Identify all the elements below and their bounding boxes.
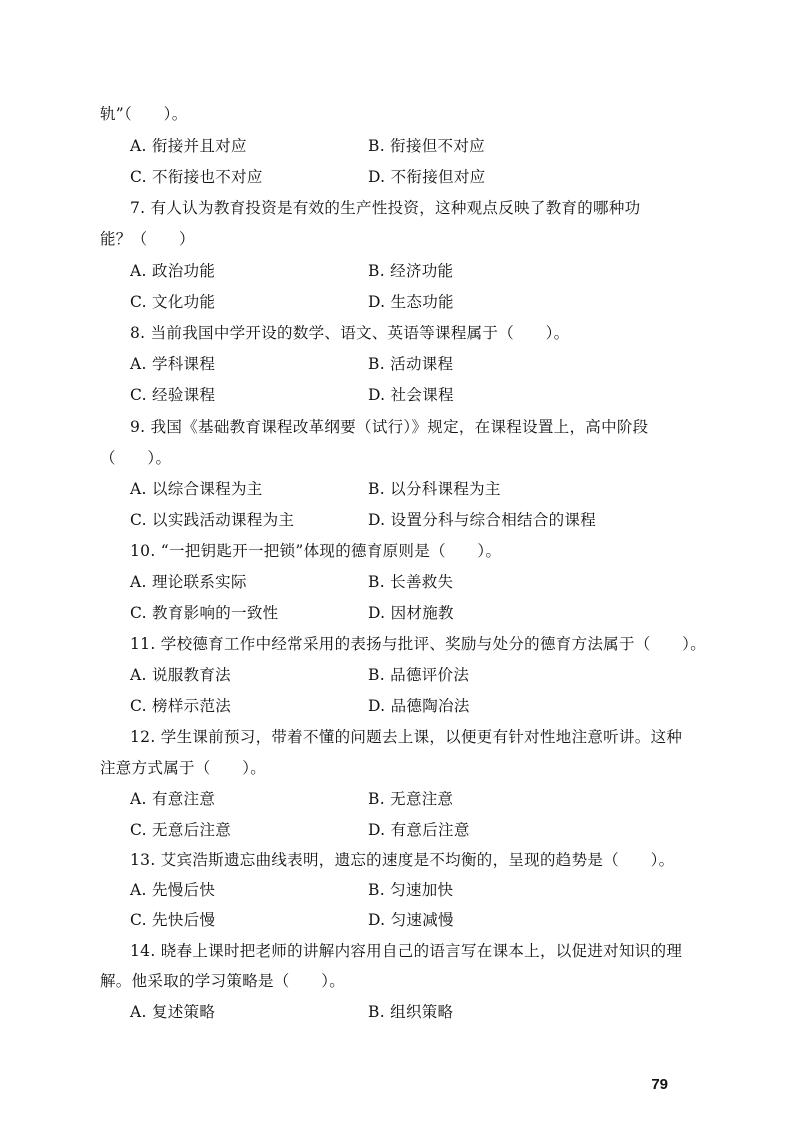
question-stem: 11. 学校德育工作中经常采用的表扬与批评、奖励与处分的德育方法属于（ ）。 (130, 635, 707, 653)
text-line: 轨”（ ）。 (100, 105, 188, 123)
question-stem: 13. 艾宾浩斯遗忘曲线表明，遗忘的速度是不均衡的，呈现的趋势是（ ）。 (130, 851, 675, 869)
option-d: D. 生态功能 (368, 293, 454, 311)
option-a: A. 理论联系实际 (130, 573, 247, 591)
text-line: 注意方式属于（ ）。 (100, 759, 267, 777)
option-a: A. 以综合课程为主 (130, 480, 263, 498)
option-c: C. 教育影响的一致性 (130, 604, 279, 622)
option-b: B. 组织策略 (368, 1003, 454, 1021)
option-c: C. 榜样示范法 (130, 697, 232, 715)
option-d: D. 社会课程 (368, 386, 454, 404)
option-a: A. 说服教育法 (130, 666, 231, 684)
option-b: B. 活动课程 (368, 355, 454, 373)
question-stem: 14. 晓春上课时把老师的讲解内容用自己的语言写在课本上，以促进对知识的理 (130, 942, 683, 960)
option-d: D. 设置分科与综合相结合的课程 (368, 511, 597, 529)
page-number: 79 (651, 1076, 668, 1093)
option-b: B. 无意注意 (368, 790, 454, 808)
text-line: 解。他采取的学习策略是（ ）。 (100, 972, 346, 990)
option-a: A. 先慢后快 (130, 881, 216, 899)
option-a: A. 政治功能 (130, 262, 216, 280)
option-c: C. 先快后慢 (130, 911, 216, 929)
option-d: D. 品德陶冶法 (368, 697, 470, 715)
option-d: D. 不衔接但对应 (368, 168, 486, 186)
option-b: B. 长善救失 (368, 573, 454, 591)
option-b: B. 衔接但不对应 (368, 137, 485, 155)
option-c: C. 以实践活动课程为主 (130, 511, 295, 529)
option-c: C. 经验课程 (130, 386, 216, 404)
option-c: C. 不衔接也不对应 (130, 168, 263, 186)
option-c: C. 无意后注意 (130, 821, 232, 839)
question-stem: 8. 当前我国中学开设的数学、语文、英语等课程属于（ ）。 (130, 324, 570, 342)
option-b: B. 品德评价法 (368, 666, 470, 684)
option-b: B. 以分科课程为主 (368, 480, 501, 498)
option-d: D. 匀速减慢 (368, 911, 454, 929)
option-a: A. 学科课程 (130, 355, 216, 373)
option-a: A. 有意注意 (130, 790, 216, 808)
option-b: B. 经济功能 (368, 262, 454, 280)
option-a: A. 衔接并且对应 (130, 137, 247, 155)
question-stem: 7. 有人认为教育投资是有效的生产性投资，这种观点反映了教育的哪种功 (130, 199, 641, 217)
question-stem: 10. “一把钥匙开一把锁”体现的德育原则是（ ）。 (130, 542, 502, 560)
text-line: （ ）。 (100, 449, 172, 467)
option-b: B. 匀速加快 (368, 881, 454, 899)
option-a: A. 复述策略 (130, 1003, 216, 1021)
question-stem: 12. 学生课前预习，带着不懂的问题去上课，以便更有针对性地注意听讲。这种 (130, 728, 683, 746)
question-stem: 9. 我国《基础教育课程改革纲要（试行）》规定，在课程设置上，高中阶段 (130, 418, 649, 436)
text-line: 能？（ ） (100, 230, 195, 248)
option-d: D. 因材施教 (368, 604, 454, 622)
option-d: D. 有意后注意 (368, 821, 470, 839)
option-c: C. 文化功能 (130, 293, 216, 311)
